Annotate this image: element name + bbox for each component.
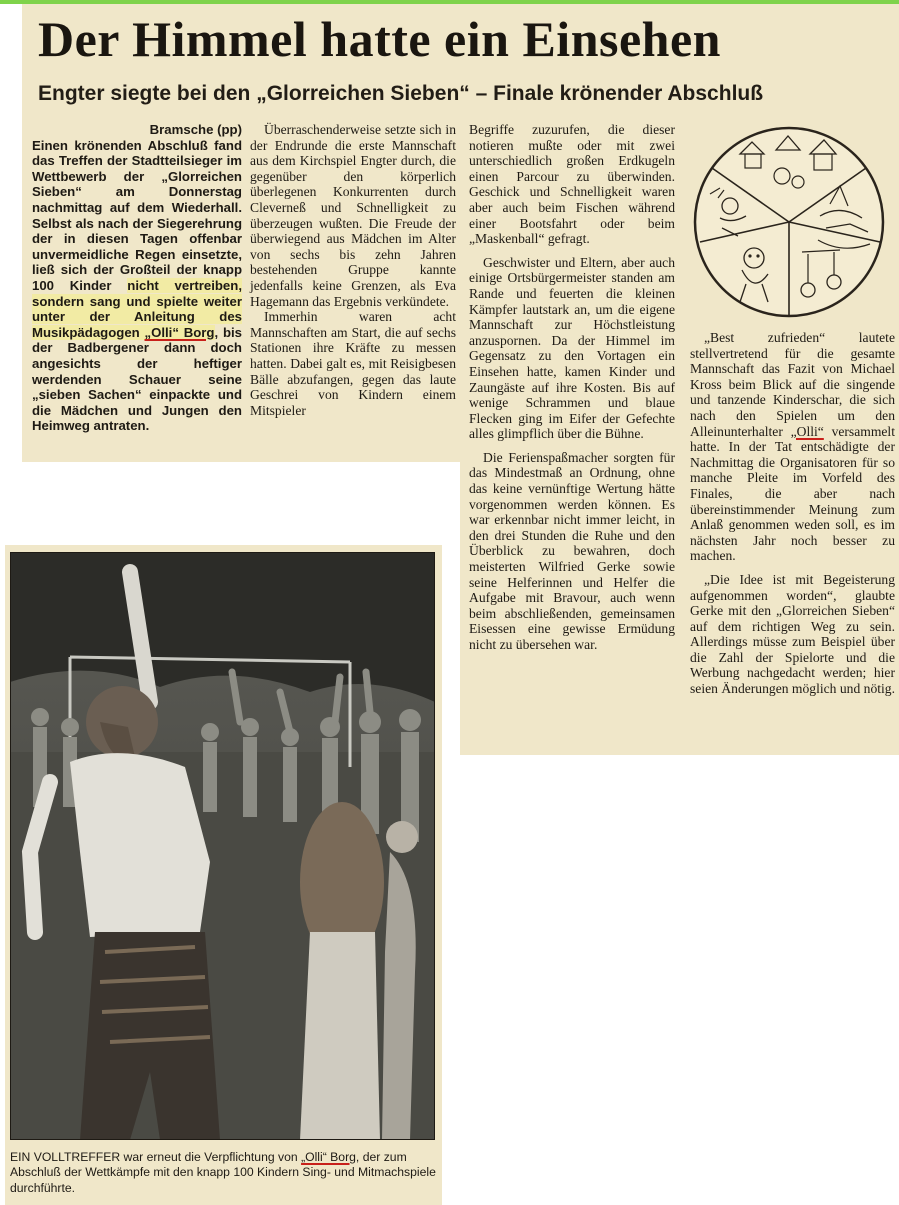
caption-text-2: , der zum Abschluß der Wettkämpfe mit den knapp 100 Kindern Sing- und Mitmachspiele durchführte. bbox=[10, 1150, 436, 1195]
caption-text-1: war erneut die Verpflichtung von bbox=[120, 1150, 302, 1164]
lead-text-2: nicht vertreiben, sondern sang und spielte weiter unter der Anleitung des Musikpädagogen bbox=[32, 277, 242, 340]
col4-text-1: „Best zufrieden“ lautete stellvertretend für die gesamte Mannschaft das Fazit von Michael Kross beim Blick auf die singende und tanzende Kinderschar, die sich nach den Spielen um den Alleinunterhalter bbox=[690, 330, 895, 439]
children-games-drawing bbox=[690, 124, 888, 320]
headline: Der Himmel hatte ein Einsehen bbox=[38, 11, 721, 67]
olli-borg-mention: „Olli“ Borg bbox=[144, 324, 215, 340]
paragraph: „Die Idee ist mit Begeisterung aufgenommen worden“, glaubte Gerke mit den „Glorreichen Sieben“ auf dem richtigen Weg zu sein. Allerdings müsse zum Beispiel über die Zahl der Spielorte und die Werbung nachgedacht werden; hier seien Änderungen möglich und nötig. bbox=[690, 571, 896, 697]
article-column-3 bbox=[469, 122, 675, 653]
paragraph: Die Ferienspaßmacher sorgten für das Mindestmaß an Ordnung, ohne das keine vernünftige Wertung hätte vorgenommen werden können. Es war erkennbar nicht immer leicht, in den drei Stunden die Ruhe und den Überblick zu bewahren, doch meisterten Wilfried Gerke sowie seine Helferinnen und Helfer die Aufgabe mit Bravour, auch wenn beim abschließenden, gemeinsamen Eisessen eine gewisse Ermüdung nicht zu übersehen war. bbox=[469, 449, 675, 652]
paragraph: Überraschenderweise setzte sich in der Endrunde die erste Mannschaft aus dem Kirchspiel Engter durch, die gegenüber den körperlich überlegenen Konkurrenten durch Cleverneß und Schnelligkeit zu überzeugen wußten. Die Freude der überwiegend aus Mädchen im Alter von sechs bis zehn Jahren bestehenden Gruppe kannte jedenfalls keine Grenzen, als Eva Hagemann das Ergebnis verkündete. bbox=[250, 122, 456, 309]
paragraph: Begriffe zuzurufen, die dieser notieren mußte oder mit zwei unterschiedlich großen Erdkugeln einen Parcour zu überwinden. Geschick und Schnelligkeit waren aber auch beim Fischen während einer Bootsfahrt oder beim „Maskenball“ gefragt. bbox=[469, 122, 675, 247]
photo-caption bbox=[10, 1150, 440, 1196]
lead-text-3: , bis der Badbergener dann doch angesichts der heftiger werdenden Schauer seine „sieben Sachen“ einpackte und die Mädchen und Jungen den Heimweg antraten. bbox=[32, 324, 243, 434]
olli-mention: „Olli“ bbox=[790, 423, 824, 439]
subheadline: Engter siegte bei den „Glorreichen Sieben“ – Finale krönender Abschluß bbox=[38, 82, 764, 105]
dateline: Bramsche (pp) bbox=[149, 122, 242, 137]
caption-olli-borg: „Olli“ Borg bbox=[301, 1150, 356, 1164]
caption-lead: EIN VOLLTREFFER bbox=[10, 1150, 121, 1164]
paragraph: Geschwister und Eltern, aber auch einige Ortsbürgermeister standen am Rande und feuerten die kleinen Kämpfer lautstark an, um die eigene Mannschaft zur Höchstleistung anzuspornen. Da der Himmel im Gegensatz zu den Vortagen ein Einsehen hatte, kamen Kinder und Zaungäste auf ihre Kosten. Bis auf wenige Schrammen und blaue Flecken ging im Eifer der Gefechte alles glimpflich über die Bühne. bbox=[469, 254, 675, 442]
article-lead-column bbox=[32, 122, 242, 434]
paragraph: Immerhin waren acht Mannschaften am Start, die auf sechs Stationen ihre Kräfte zu messen hatten. Dabei galt es, mit Reisigbesen Bälle abzufangen, gegen das laute Geschrei von Kindern einem Mitspieler bbox=[250, 309, 456, 418]
col4-text-2: versammelt hatte. In der Tat entschädigte der Nachmittag die Organisatoren für so manche Pleite im Vorfeld des Finales, die aber nach übereinstimmender Meinung zum Anlaß genommen weden soll, es im nächsten Jahr noch besser zu machen. bbox=[690, 423, 895, 564]
lead-text-1: Einen krönenden Abschluß fand das Treffen der Stadtteilsieger im Wettbewerb der „Glorreichen Sieben“ am Donnerstag nachmittag auf dem Wiederhall. Selbst als nach der Siegerehrung der in diesen Tagen offenbar unvermeidliche Regen einsetzte, ließ sich der Großteil der knapp 100 Kinder bbox=[32, 137, 242, 293]
article-column-2 bbox=[250, 122, 456, 418]
event-photo bbox=[10, 552, 435, 1140]
article-column-4 bbox=[690, 330, 895, 697]
